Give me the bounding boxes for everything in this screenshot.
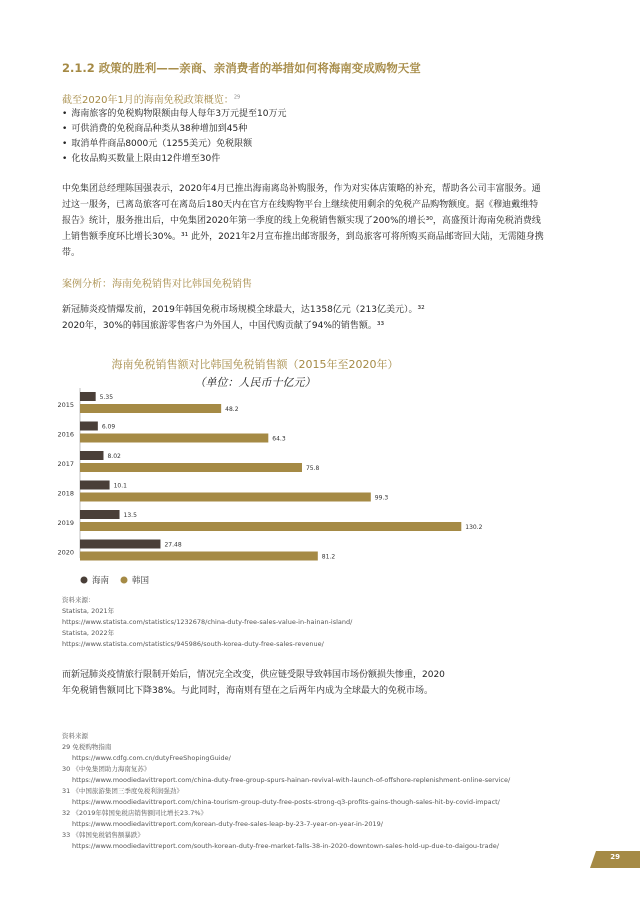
chart-source-line: Statista, 2022年	[62, 629, 115, 637]
reference-item	[62, 742, 510, 753]
data-label: 130.2	[465, 524, 483, 531]
bar-korea	[80, 493, 371, 502]
bar-hainan	[80, 451, 103, 460]
data-label: 99.3	[374, 494, 389, 502]
chart-sources-heading: 资料来源：	[62, 596, 95, 604]
policy-list-item: • 可供消费的免税商品种类从38种增加到45种	[62, 122, 287, 137]
y-tick-label: 2017	[57, 460, 74, 468]
paragraph-line: 新冠肺炎疫情爆发前，2019年韩国免税市场规模全球最大，达1358亿元（213亿美元）。³²	[62, 305, 425, 315]
chart-title: 海南免税销售额对比韩国免税销售额（2015年至2020年）	[111, 358, 399, 371]
reference-item	[62, 808, 510, 819]
bar-korea	[80, 463, 302, 472]
reference-title: 《2019年韩国免税店销售额同比增长23.7%》	[72, 809, 208, 817]
references	[62, 731, 510, 852]
data-label: 5.35	[99, 394, 114, 401]
y-tick-label: 2016	[57, 430, 74, 439]
bar-hainan	[80, 481, 110, 490]
reference-number: 30	[62, 765, 71, 773]
reference-link[interactable]: https://www.moodiedavittreport.com/korean-duty-free-sales-leap-by-23-7-year-on-year-in-2019/	[72, 820, 383, 828]
y-tick-label: 2020	[57, 548, 74, 557]
paragraph-line: 中免集团总经理陈国强表示，2020年4月已推出海南离岛补购服务，作为对实体店策略的补充，帮助各公司丰富服务。通	[62, 184, 541, 194]
reference-number: 31	[62, 787, 71, 795]
section-number: 2.1.2	[62, 61, 95, 75]
legend-label: 海南	[92, 576, 110, 586]
policy-list-item: • 海南旅客的免税购物限额由每人每年3万元提至10万元	[62, 107, 287, 122]
bar-korea	[80, 404, 221, 413]
legend-label: 韩国	[132, 576, 150, 586]
reference-title: 《中国旅游集团三季度免税利润强劲》	[72, 787, 183, 795]
bar-korea	[80, 522, 461, 531]
policy-heading	[62, 91, 240, 106]
paragraph-korea-market	[62, 302, 582, 334]
paragraph-line: 过这一服务，已离岛旅客可在离岛后180天内在官方在线购物平台上继续使用剩余的免税产品购物额度。据《穆迪戴维特	[62, 200, 539, 210]
paragraph-line: 年免税销售额同比下降38%。与此同时，海南则有望在之后两年内成为全球最大的免税市场。	[62, 686, 434, 696]
duty-free-sales-chart	[50, 388, 500, 588]
reference-item	[62, 830, 510, 841]
reference-title: 《韩国免税销售额暴跌》	[72, 831, 144, 839]
policy-list-item: • 化妆品购买数量上限由12件增至30件	[62, 152, 287, 167]
bar-hainan	[80, 510, 120, 519]
paragraph-line: 2020年，30%的韩国旅游零售客户为外国人，中国代购贡献了94%的销售额。³³	[62, 321, 385, 331]
references-heading: 资料来源	[62, 732, 88, 740]
y-tick-label: 2015	[57, 401, 74, 409]
data-label: 75.8	[305, 465, 320, 472]
data-label: 27.48	[164, 541, 182, 549]
data-label: 13.5	[123, 512, 137, 519]
data-label: 81.2	[321, 553, 336, 561]
chart-unit: （单位：人民币十亿元）	[194, 376, 316, 389]
reference-number: 33	[62, 831, 71, 839]
y-tick-label: 2019	[57, 519, 74, 527]
reference-title: 免税购物指南	[72, 743, 112, 751]
section-title-text: 政策的胜利——亲商、亲消费者的举措如何将海南变成购物天堂	[98, 61, 421, 75]
paragraph-post-covid	[62, 667, 582, 699]
bar-hainan	[80, 540, 160, 549]
bar-hainan	[80, 392, 96, 401]
y-tick-label: 2018	[57, 489, 74, 498]
chart-sources	[62, 595, 352, 650]
reference-item	[62, 786, 510, 797]
reference-link[interactable]: https://www.cdfg.com.cn/dutyFreeShopingGuide/	[72, 754, 231, 762]
reference-number: 32	[62, 809, 71, 817]
chart-source-line: https://www.statista.com/statistics/1232678/china-duty-free-sales-value-in-hainan-island/	[62, 618, 353, 626]
footnote-ref-29: 29	[233, 94, 241, 101]
data-label: 8.02	[107, 453, 121, 460]
bar-hainan	[80, 422, 98, 431]
bar-korea	[80, 434, 268, 443]
data-label: 10.1	[113, 482, 127, 490]
reference-link[interactable]: https://www.moodiedavittreport.com/china-tourism-group-duty-free-posts-strong-q3-profits-gains-though-sales-hit-by-covid-impact/	[72, 798, 500, 806]
data-label: 6.09	[101, 423, 116, 431]
reference-title: 《中免集团助力海南复苏》	[72, 765, 151, 773]
page-number: 29	[610, 853, 620, 861]
policy-heading-text: 截至2020年1月的海南免税政策概览：	[62, 95, 234, 106]
bar-korea	[80, 552, 318, 561]
paragraph-line: 带。	[62, 248, 81, 258]
case-heading: 案例分析：海南免税销售对比韩国免税销售	[62, 279, 252, 290]
reference-item	[62, 764, 510, 775]
paragraph-line: 上销售额季度环比增长30%。³¹ 此外，2021年2月宣布推出邮寄服务，到岛旅客可将所购买商品邮寄回大陆，无需随身携	[62, 232, 544, 242]
paragraph-line: 报告》统计，服务推出后，中免集团2020年第一季度的线上免税销售额实现了200%的增长³⁰，高盛预计海南免税消费线	[62, 216, 541, 226]
reference-number: 29	[62, 743, 71, 751]
paragraph-cdfg-service	[62, 181, 582, 261]
section-title	[62, 60, 421, 76]
legend-marker	[121, 577, 128, 584]
reference-link[interactable]: https://www.moodiedavittreport.com/china-duty-free-group-spurs-hainan-revival-with-launch-of-offshore-replenishment-online-service/	[72, 776, 511, 784]
paragraph-line: 而新冠肺炎疫情旅行限制开始后，情况完全改变，供应链受限导致韩国市场份额损失惨重，2020	[62, 670, 445, 680]
data-label: 64.3	[272, 435, 286, 443]
reference-link[interactable]: https://www.moodiedavittreport.com/south-korean-duty-free-market-falls-38-in-2020-downtown-sales-hold-up-due-to-daigou-trade/	[72, 842, 499, 850]
legend-marker	[81, 577, 88, 584]
chart-source-line: https://www.statista.com/statistics/945986/south-korea-duty-free-sales-revenue/	[62, 640, 324, 648]
policy-list	[62, 107, 287, 167]
chart-source-line: Statista, 2021年	[62, 607, 115, 615]
data-label: 48.2	[225, 406, 239, 413]
policy-list-item: • 取消单件商品8000元（1255美元）免税限额	[62, 137, 287, 152]
